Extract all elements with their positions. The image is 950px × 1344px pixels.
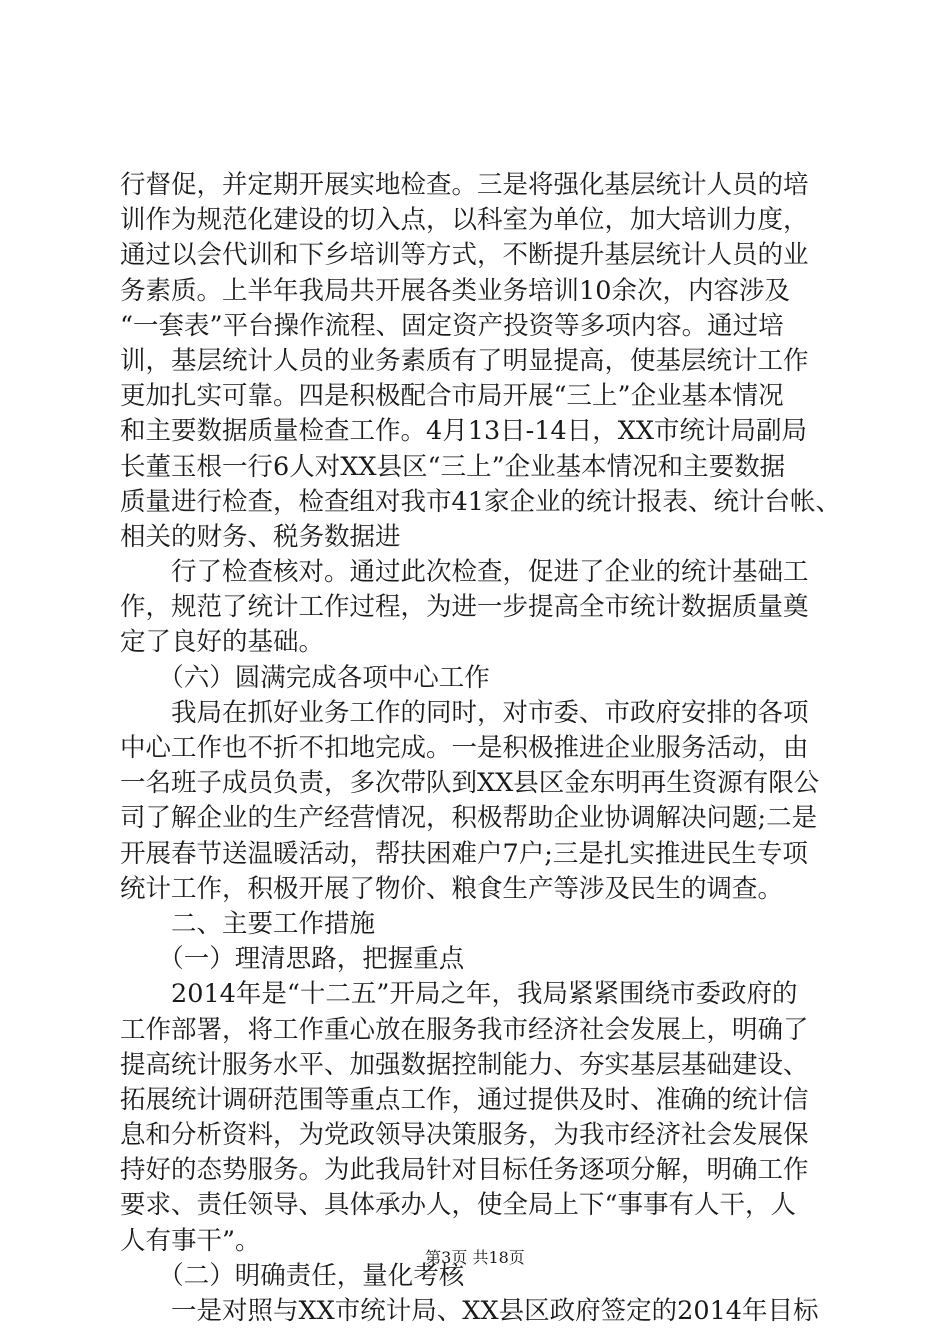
text-line: 一是对照与XX市统计局、XX县区政府签定的2014年目标 [120,1296,819,1326]
text-line: 长董玉根一行6人对XX县区“三上”企业基本情况和主要数据 [120,451,786,482]
text-line: 息和分析资料，为党政领导决策服务，为我市经济社会发展保 [120,1120,809,1151]
text-line: 一名班子成员负责，多次带队到XX县区金东明再生资源有限公 [120,768,820,799]
body-text [120,168,840,1329]
text-line: 拓展统计调研范围等重点工作，通过提供及时、准确的统计信 [120,1084,809,1115]
text-line: 工作部署，将工作重心放在服务我市经济社会发展上，明确了 [120,1014,809,1045]
text-line: 通过以会代训和下乡培训等方式，不断提升基层统计人员的业 [120,240,809,271]
text-line: 中心工作也不折不扣地完成。一是积极推进企业服务活动，由 [120,733,809,763]
text-line: （一）理清思路，把握重点 [120,944,465,975]
text-line: 质量进行检查，检查组对我市41家企业的统计报表、统计台帐、 [120,486,841,517]
text-line: （六）圆满完成各项中心工作 [120,662,490,693]
text-line: 行督促，并定期开展实地检查。三是将强化基层统计人员的培 [120,170,809,200]
text-line: 和主要数据质量检查工作。4月13日-14日，XX市统计局副局 [120,416,808,447]
text-line: （二）明确责任，量化考核 [120,1260,465,1291]
text-line: 行了检查核对。通过此次检查，促进了企业的统计基础工 [120,557,809,588]
text-line: “一套表”平台操作流程、固定资产投资等多项内容。通过培 [120,310,784,341]
text-line: 作，规范了统计工作过程，为进一步提高全市统计数据质量奠 [120,592,809,623]
text-line: 训，基层统计人员的业务素质有了明显提高，使基层统计工作 [120,345,809,376]
text-line: 务素质。上半年我局共开展各类业务培训10余次，内容涉及 [120,275,790,306]
text-line: 人有事干”。 [120,1225,261,1256]
text-line: 二、主要工作措施 [120,908,376,939]
text-line: 训作为规范化建设的切入点，以科室为单位，加大培训力度， [120,205,809,236]
text-line: 司了解企业的生产经营情况，积极帮助企业协调解决问题;二是 [120,803,818,834]
text-line: 相关的财务、税务数据进 [120,521,401,552]
text-line: 2014年是“十二五”开局之年，我局紧紧围绕市委政府的 [120,979,798,1010]
text-line: 更加扎实可靠。四是积极配合市局开展“三上”企业基本情况 [120,381,784,412]
page-footer: 第3页 共18页 [425,1248,525,1267]
text-line: 开展春节送温暖活动，帮扶困难户7户;三是扎实推进民生专项 [120,838,808,869]
text-line: 定了良好的基础。 [120,627,325,658]
text-line: 提高统计服务水平、加强数据控制能力、夯实基层基础建设、 [120,1049,809,1080]
text-line: 统计工作，积极开展了物价、粮食生产等涉及民生的调查。 [120,873,784,904]
text-line: 我局在抓好业务工作的同时，对市委、市政府安排的各项 [120,697,809,728]
text-line: 要求、责任领导、具体承办人，使全局上下“事事有人干，人 [120,1190,797,1221]
text-line: 持好的态势服务。为此我局针对目标任务逐项分解，明确工作 [120,1155,809,1186]
